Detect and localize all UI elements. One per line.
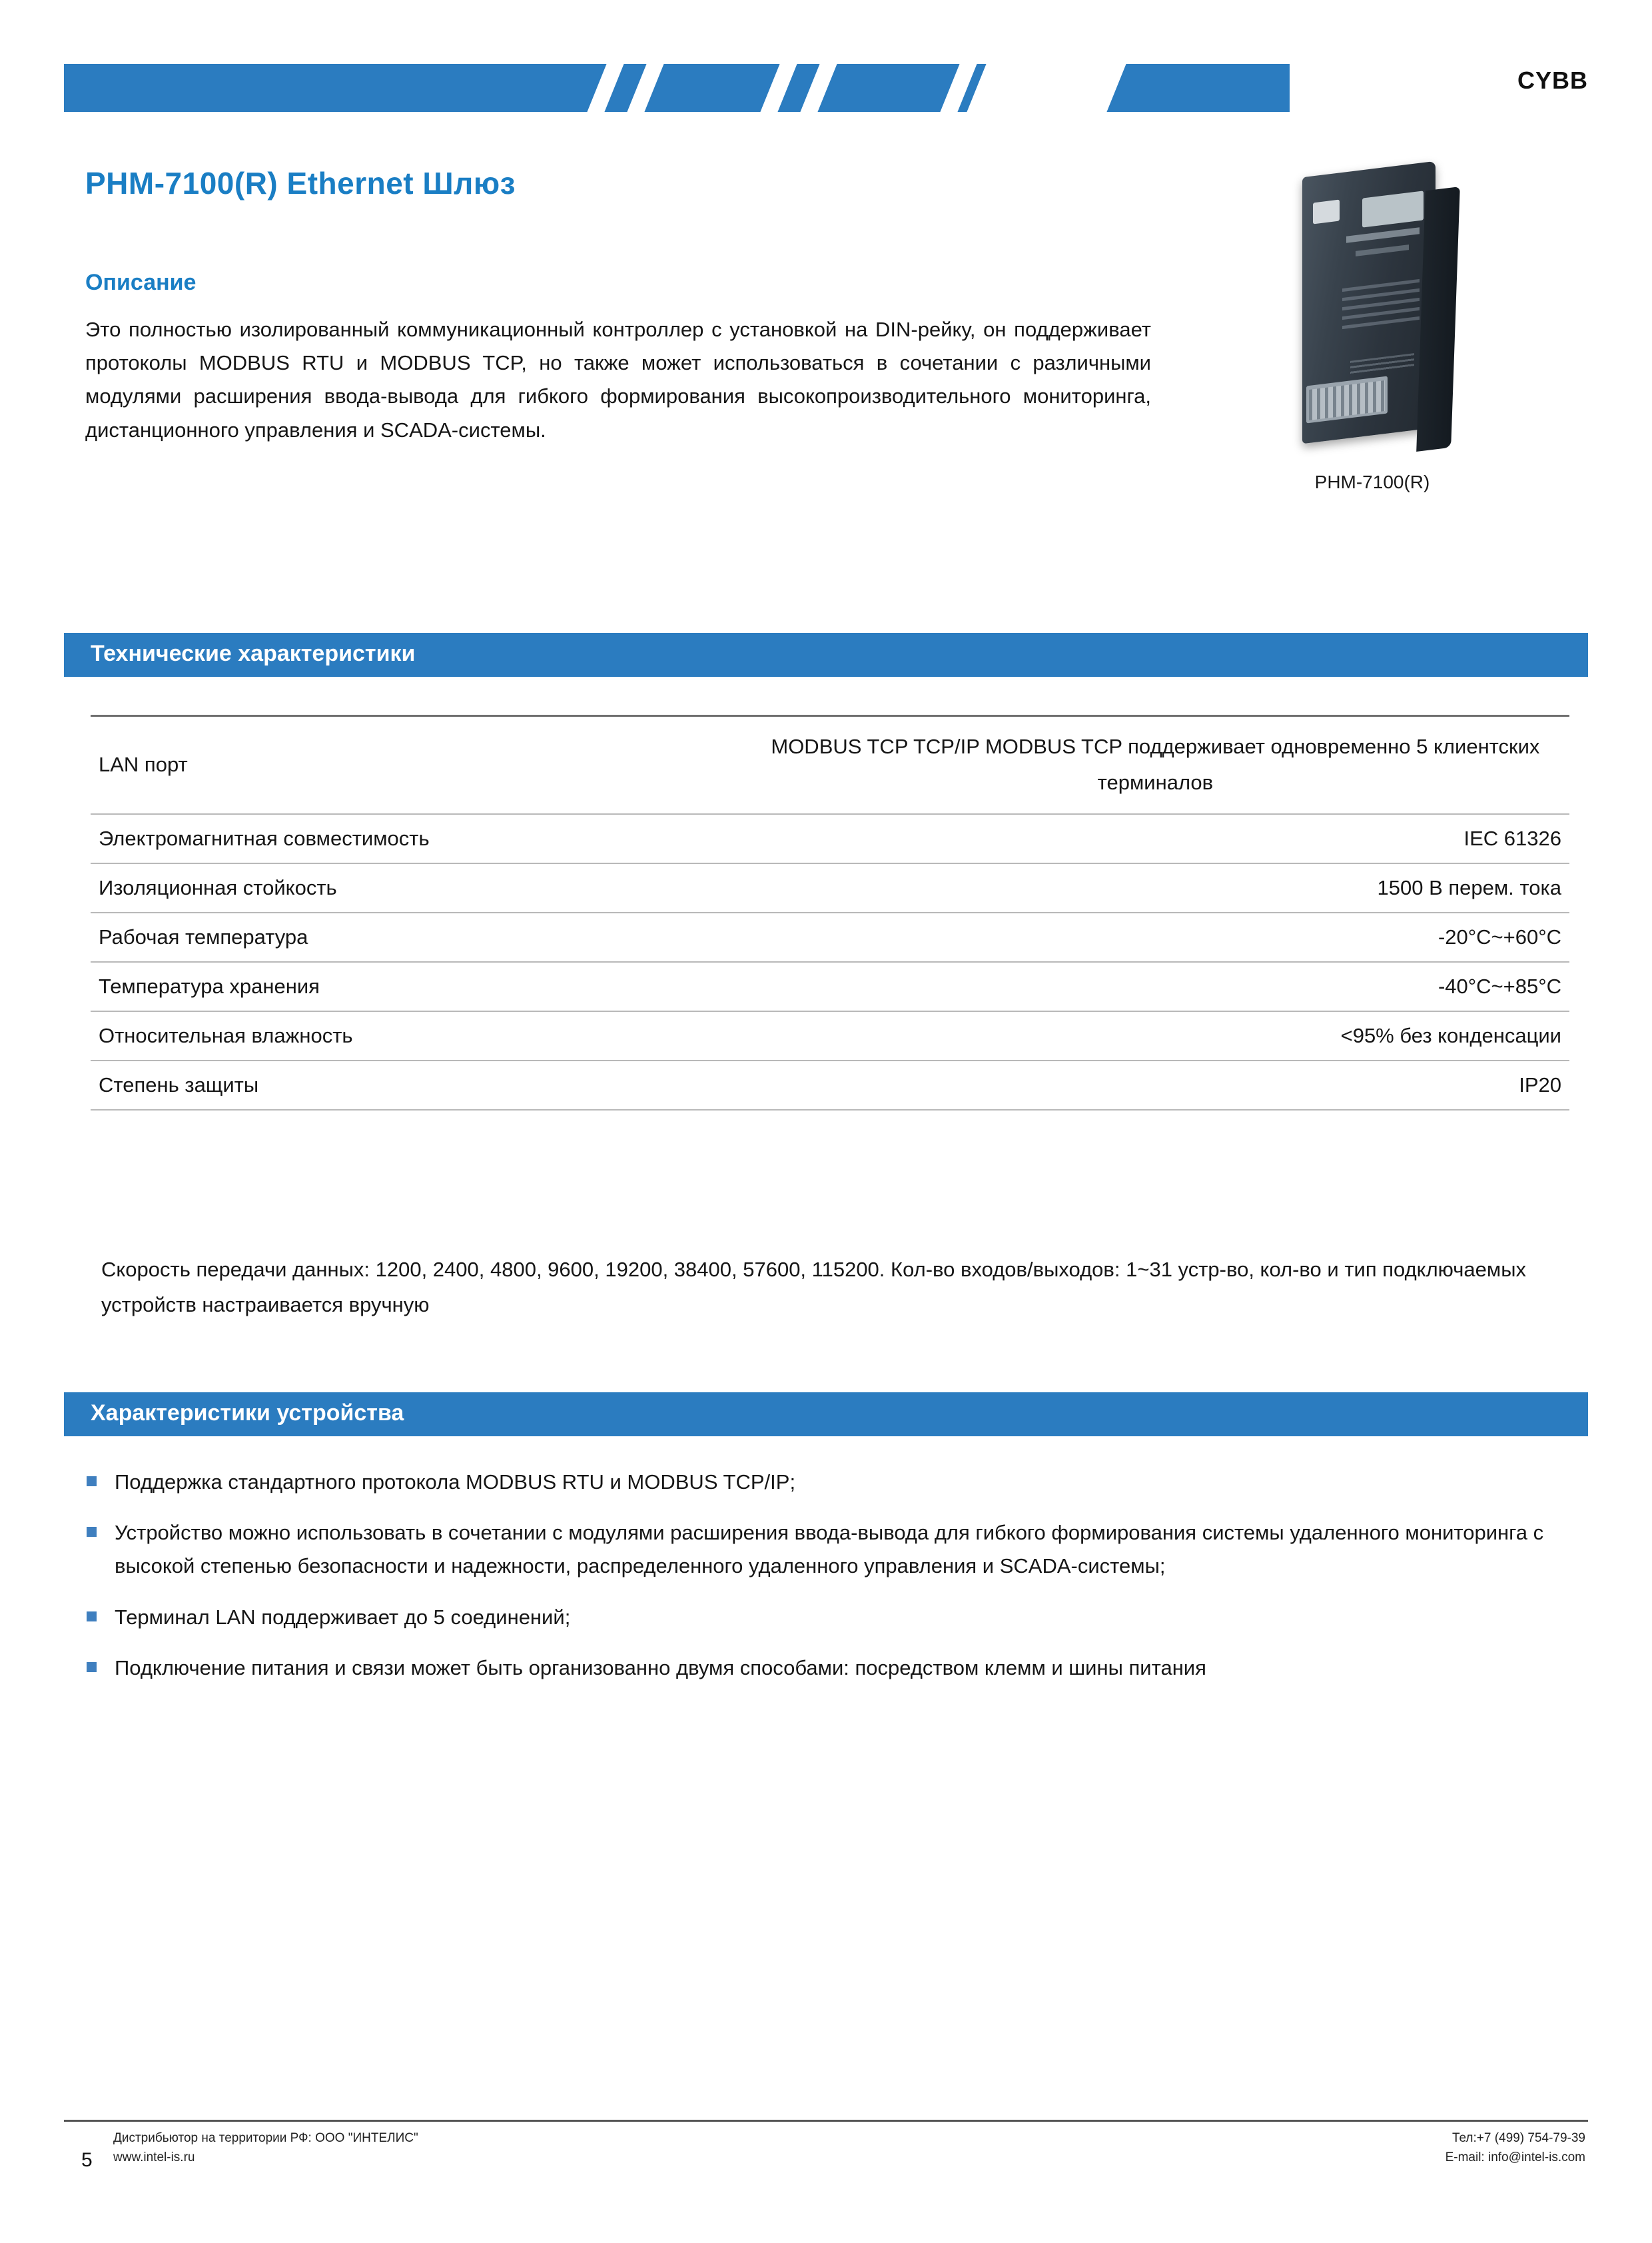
- list-item: [80, 1601, 1585, 1634]
- footer-phone: Тел:+7 (499) 754-79-39: [1451, 2131, 1585, 2145]
- bullet-square-icon: [87, 1527, 97, 1537]
- page-title: PHM-7100(R) Ethernet Шлюз: [85, 166, 516, 201]
- footer-website[interactable]: www.intel-is.ru: [113, 2150, 195, 2164]
- spec-value: MODBUS TCP TCP/IP MODBUS TCP поддерживает одновременно 5 клиентских терминалов: [741, 716, 1569, 814]
- spec-value: -20°C~+60°C: [741, 913, 1569, 962]
- page-number: 5: [81, 2149, 93, 2171]
- feature-text: Поддержка стандартного протокола MODBUS RTU и MODBUS TCP/IP;: [115, 1470, 796, 1494]
- spec-key: Изоляционная стойкость: [91, 863, 741, 913]
- spec-key: Относительная влажность: [91, 1011, 741, 1061]
- product-image: [1262, 160, 1482, 460]
- features-section-title: Характеристики устройства: [91, 1400, 404, 1426]
- list-item: [80, 1651, 1585, 1685]
- table-row: [91, 1061, 1569, 1110]
- brand-logo-text: CYBB: [1517, 67, 1588, 94]
- spec-value: <95% без конденсации: [741, 1011, 1569, 1061]
- footer-distributor-name: Дистрибьютор на территории РФ: ООО "ИНТЕЛИС": [113, 2131, 418, 2145]
- spec-key: Степень защиты: [91, 1061, 741, 1110]
- list-item: [80, 1516, 1585, 1583]
- features-list: [80, 1466, 1585, 1702]
- features-section-header: [64, 1392, 1588, 1436]
- specs-section-header: [64, 633, 1588, 677]
- list-item: [80, 1466, 1585, 1499]
- product-caption: PHM-7100(R): [1314, 472, 1430, 492]
- header-gap-decor: [967, 64, 1126, 112]
- description-text: Это полностью изолированный коммуникационный контроллер с установкой на DIN-рейку, он поддерживает протоколы MODBUS RTU и MODBUS TCP, но также может использоваться в сочетании с различными модулями расширения ввода-вывода для гибкого формирования высокопроизводительного мониторинга, дистанционного управления и SCADA-системы.: [85, 318, 1151, 442]
- bullet-square-icon: [87, 1476, 97, 1486]
- footer-contacts: [1446, 2129, 1585, 2167]
- spec-key: Рабочая температура: [91, 913, 741, 962]
- feature-text: Подключение питания и связи может быть организованно двумя способами: посредством клемм и шины питания: [115, 1655, 1206, 1679]
- specs-section-title: Технические характеристики: [91, 641, 416, 666]
- bullet-square-icon: [87, 1611, 97, 1621]
- bullet-square-icon: [87, 1662, 97, 1672]
- specs-note: Скорость передачи данных: 1200, 2400, 4800, 9600, 19200, 38400, 57600, 115200. Кол-во входов/выходов: 1~31 устр-во, кол-во и тип подключаемых устройств настраивается вручную: [101, 1258, 1526, 1316]
- feature-text: Устройство можно использовать в сочетании с модулями расширения ввода-вывода для гибкого формирования системы удаленного мониторинга с высокой степенью безопасности и надежности, распределенного удаленного управления и SCADA-системы;: [115, 1521, 1544, 1578]
- table-row: [91, 962, 1569, 1011]
- description-heading: Описание: [85, 270, 197, 295]
- table-row: [91, 1011, 1569, 1061]
- spec-key: LAN порт: [91, 716, 741, 814]
- table-row: [91, 913, 1569, 962]
- spec-key: Температура хранения: [91, 962, 741, 1011]
- specs-table: [91, 715, 1569, 1111]
- footer-distributor: [113, 2129, 418, 2167]
- product-figure: [1199, 160, 1545, 493]
- device-led-indicators: [1342, 279, 1420, 335]
- footer-divider: [64, 2120, 1588, 2122]
- table-row: [91, 863, 1569, 913]
- spec-value: 1500 В перем. тока: [741, 863, 1569, 913]
- device-logo-icon: [1313, 200, 1340, 224]
- table-row: [91, 814, 1569, 863]
- page-header: [64, 64, 1588, 112]
- feature-text: Терминал LAN поддерживает до 5 соединений;: [115, 1605, 571, 1629]
- spec-value: IEC 61326: [741, 814, 1569, 863]
- table-row: [91, 716, 1569, 814]
- spec-value: IP20: [741, 1061, 1569, 1110]
- footer-email[interactable]: E-mail: info@intel-is.com: [1445, 2150, 1585, 2164]
- spec-key: Электромагнитная совместимость: [91, 814, 741, 863]
- spec-value: -40°C~+85°C: [741, 962, 1569, 1011]
